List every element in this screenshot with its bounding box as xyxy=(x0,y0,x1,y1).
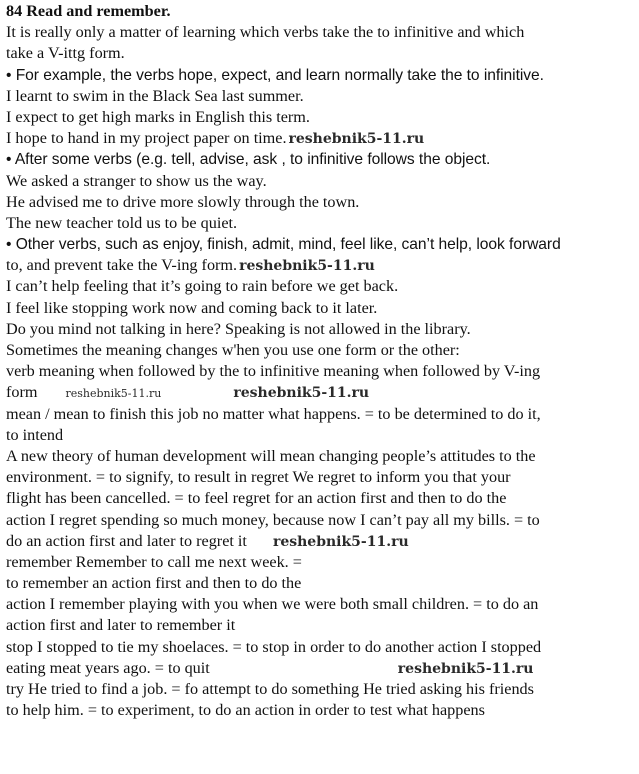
bullet-line: • After some verbs (e.g. tell, advise, ask , to infinitive follows the object. xyxy=(6,151,491,169)
example-line: I can’t help feeling that it’s going to rain before we get back. xyxy=(6,277,399,296)
line-text: eating meat years ago. = to quit xyxy=(6,658,210,677)
watermark-text: reshebnik5-11.ru xyxy=(288,131,425,148)
text-line xyxy=(6,255,636,276)
example-line: He advised me to drive more slowly through the town. xyxy=(6,192,360,211)
line-text: form xyxy=(6,383,38,402)
table-row-line: flight has been cancelled. = to feel regret for an action first and then to do the xyxy=(6,489,507,508)
document-page xyxy=(6,1,636,721)
table-row-line: to remember an action first and then to do the xyxy=(6,574,302,593)
example-line: I learnt to swim in the Black Sea last summer. xyxy=(6,86,304,105)
table-header-line xyxy=(6,382,636,403)
watermark-text: reshebnik5-11.ru xyxy=(233,385,370,402)
bullet-line: • Other verbs, such as enjoy, finish, admit, mind, feel like, can’t help, look forward xyxy=(6,236,561,254)
table-row-line: remember Remember to call me next week. = xyxy=(6,552,302,571)
bullet-line: • For example, the verbs hope, expect, and learn normally take the to infinitive. xyxy=(6,66,544,84)
table-row-line: to help him. = to experiment, to do an action in order to test what happens xyxy=(6,701,485,720)
table-row-line: to intend xyxy=(6,425,64,444)
line-text: do an action first and later to regret it xyxy=(6,531,247,550)
example-line: We asked a stranger to show us the way. xyxy=(6,171,267,190)
table-row-line: stop I stopped to tie my shoelaces. = to stop in order to do another action I stopped xyxy=(6,637,542,656)
table-row-line xyxy=(6,531,636,552)
line-text: to, and prevent take the V-ing form. xyxy=(6,256,238,275)
example-line: The new teacher told us to be quiet. xyxy=(6,213,238,232)
watermark-text: reshebnik5-11.ru xyxy=(239,258,375,275)
text-line: Sometimes the meaning changes w'hen you use one form or the other: xyxy=(6,341,460,359)
table-row-line: A new theory of human development will mean changing people’s attitudes to the xyxy=(6,446,536,465)
text-line: It is really only a matter of learning which verbs take the to infinitive and which xyxy=(6,23,525,42)
example-text: I hope to hand in my project paper on time. xyxy=(6,129,287,148)
example-line: I feel like stopping work now and coming back to it later. xyxy=(6,298,378,317)
table-header-line: verb meaning when followed by the to infinitive meaning when followed by V-ing xyxy=(6,362,541,381)
example-line xyxy=(6,128,636,149)
table-row-line: mean / mean to finish this job no matter what happens. = to be determined to do it, xyxy=(6,404,541,423)
watermark-text: reshebnik5-11.ru xyxy=(397,660,534,677)
table-row-line: action I regret spending so much money, because now I can’t pay all my bills. = to xyxy=(6,510,540,529)
text-line: take a V-ittg form. xyxy=(6,44,125,63)
table-row-line: action I remember playing with you when we were both small children. = to do an xyxy=(6,595,539,614)
table-row-line: environment. = to signify, to result in regret We regret to inform you that your xyxy=(6,468,511,487)
watermark-text: reshebnik5-11.ru xyxy=(272,533,409,550)
example-line: I expect to get high marks in English this term. xyxy=(6,107,310,126)
page-title: 84 Read and remember. xyxy=(6,2,171,20)
table-row-line: try He tried to find a job. = fo attempt to do something He tried asking his friends xyxy=(6,680,534,698)
watermark-text: reshebnik5-11.ru xyxy=(65,387,162,401)
table-row-line: action first and later to remember it xyxy=(6,616,236,635)
table-row-line xyxy=(6,658,636,679)
example-line: Do you mind not talking in here? Speaking is not allowed in the library. xyxy=(6,319,471,338)
